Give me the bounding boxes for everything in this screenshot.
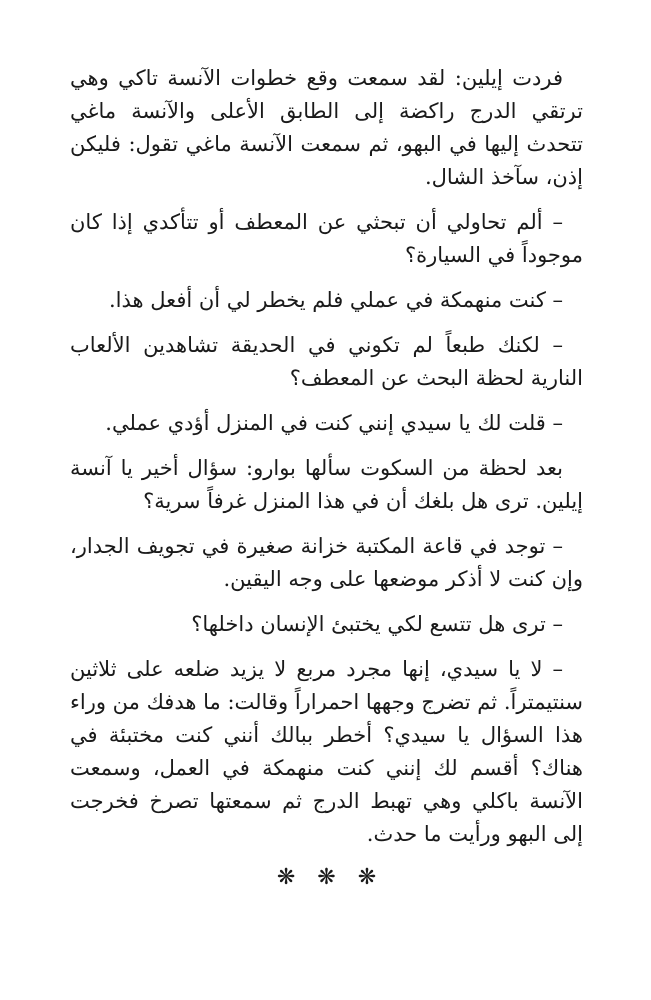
paragraph-9: – لا يا سيدي، إنها مجرد مربع لا يزيد ضلعه على ثلاثين سنتيمتراً. ثم تضرج وجهها احمراراً وقالت: ما هدفك من وراء هذا السؤال يا سيدي؟ أخطر ببالك أنني كنت مختبئة في هناك؟ أقسم لك إنني كنت منهمكة في العمل، وسمعت الآنسة باكلي وهي تهبط الدرج ثم سمعتها تصرخ فخرجت إلى البهو ورأيت ما حدث.	[70, 657, 583, 846]
paragraph-4: – لكنك طبعاً لم تكوني في الحديقة تشاهدين الألعاب النارية لحظة البحث عن المعطف؟	[70, 333, 583, 390]
paragraph-2: – ألم تحاولي أن تبحثي عن المعطف أو تتأكدي إذا كان موجوداً في السيارة؟	[70, 210, 583, 267]
paragraph-3: – كنت منهمكة في عملي فلم يخطر لي أن أفعل هذا.	[109, 288, 563, 312]
paragraph-1: فردت إيلين: لقد سمعت وقع خطوات الآنسة تاكي وهي ترتقي الدرج راكضة إلى الطابق الأعلى والآنسة ماغي تتحدث إليها في البهو، ثم سمعت الآنسة ماغي تقول: فليكن إذن، سآخذ الشال.	[70, 66, 583, 189]
paragraph-5: – قلت لك يا سيدي إنني كنت في المنزل أؤدي عملي.	[105, 411, 563, 435]
paragraph-8: – ترى هل تتسع لكي يختبئ الإنسان داخلها؟	[191, 612, 563, 636]
section-break-ornament: ❋❋❋	[276, 865, 399, 890]
paragraph-7: – توجد في قاعة المكتبة خزانة صغيرة في تجويف الجدار، وإن كنت لا أذكر موضعها على وجه اليقين.	[70, 534, 583, 591]
paragraph-6: بعد لحظة من السكوت سألها بوارو: سؤال أخير يا آنسة إيلين. ترى هل بلغك أن في هذا المنزل غرفاً سرية؟	[70, 456, 583, 513]
